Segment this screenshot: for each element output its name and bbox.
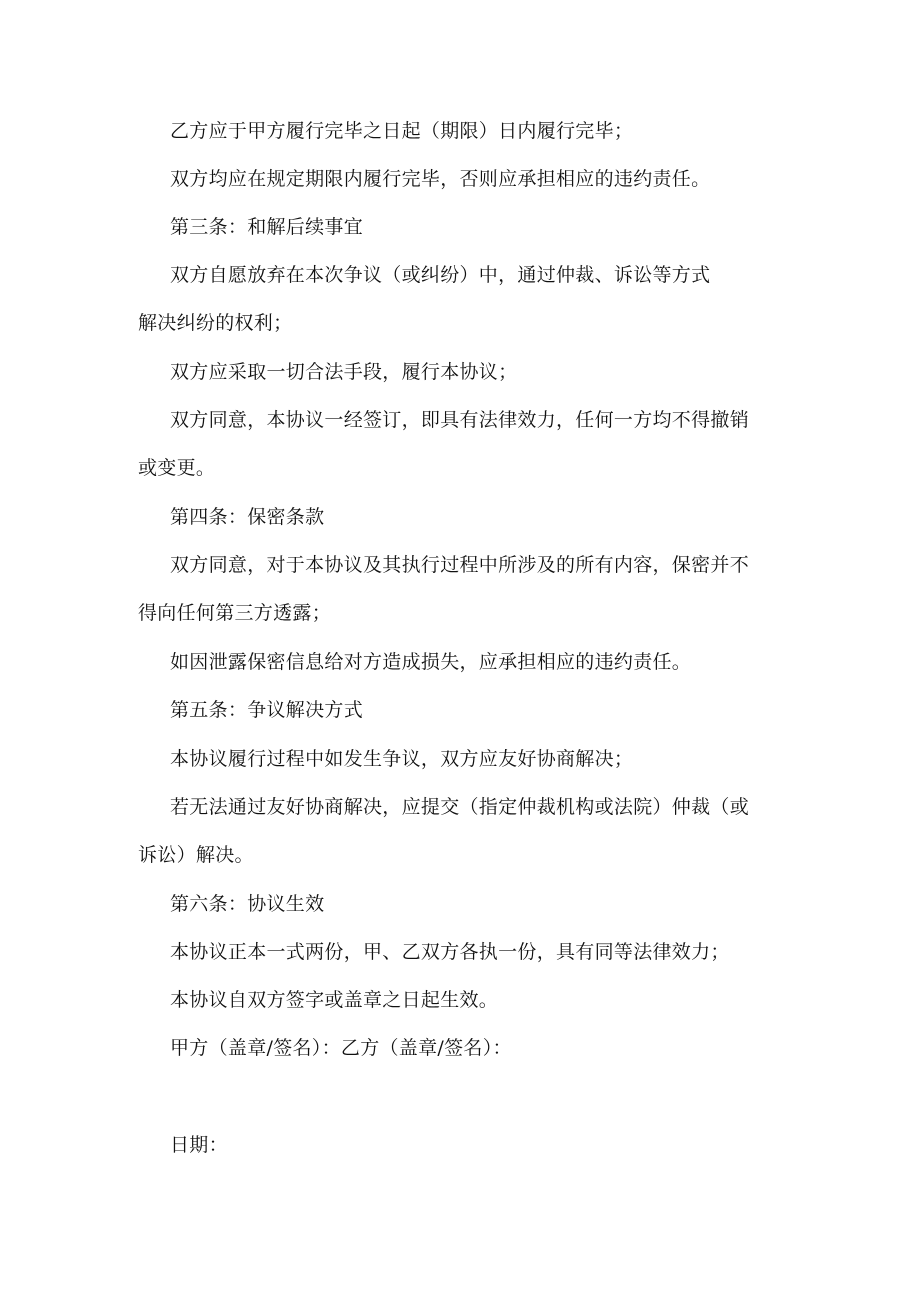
clause-line: 双方应采取一切合法手段，履行本协议； [170,361,518,383]
clause-line-continuation: 或变更。 [138,457,216,479]
clause-line: 若无法通过友好协商解决，应提交（指定仲裁机构或法院）仲裁（或 [170,796,750,818]
clause-line-continuation: 得向任何第三方透露； [138,602,332,624]
section-heading-4: 第四条：保密条款 [170,506,325,528]
clause-line: 本协议自双方签字或盖章之日起生效。 [170,989,499,1011]
clause-line: 双方自愿放弃在本次争议（或纠纷）中，通过仲裁、诉讼等方式 [170,264,711,286]
clause-line-continuation: 解决纠纷的权利； [138,312,293,334]
section-heading-5: 第五条：争议解决方式 [170,699,364,721]
clause-line: 双方同意，对于本协议及其执行过程中所涉及的所有内容，保密并不 [170,554,750,576]
clause-line: 本协议正本一式两份，甲、乙双方各执一份，具有同等法律效力； [170,941,730,963]
clause-line: 双方均应在规定期限内履行完毕，否则应承担相应的违约责任。 [170,168,711,190]
section-heading-3: 第三条：和解后续事宜 [170,216,364,238]
date-line: 日期： [170,1134,228,1156]
signature-line: 甲方（盖章/签名）：乙方（盖章/签名）： [170,1037,512,1059]
clause-line: 如因泄露保密信息给对方造成损失，应承担相应的违约责任。 [170,651,692,673]
clause-line-continuation: 诉讼）解决。 [138,844,254,866]
section-heading-6: 第六条：协议生效 [170,893,325,915]
clause-line: 双方同意，本协议一经签订，即具有法律效力，任何一方均不得撤销 [170,409,750,431]
clause-line: 乙方应于甲方履行完毕之日起（期限）日内履行完毕； [170,120,634,142]
clause-line: 本协议履行过程中如发生争议，双方应友好协商解决； [170,748,634,770]
